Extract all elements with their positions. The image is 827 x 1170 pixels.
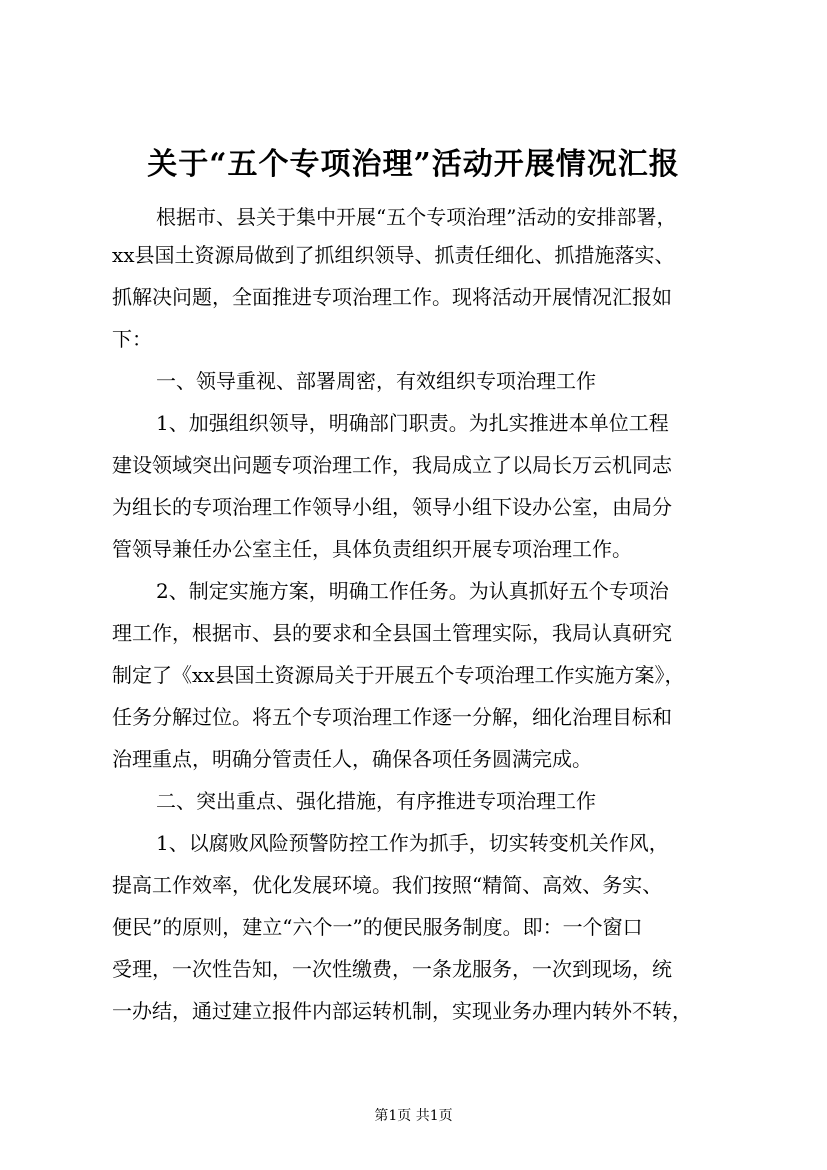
paragraph-line: 理工作，根据市、县的要求和全县国土管理实际，我局认真研究 xyxy=(112,621,672,645)
paragraph-line: 抓解决问题，全面推进专项治理工作。现将活动开展情况汇报如 xyxy=(112,285,672,309)
paragraph-line: 为组长的专项治理工作领导小组，领导小组下设办公室，由局分 xyxy=(112,495,672,519)
paragraph-line: 1、加强组织领导，明确部门职责。为扎实推进本单位工程 xyxy=(156,411,669,435)
paragraph-line: 制定了《xx县国土资源局关于开展五个专项治理工作实施方案》， xyxy=(112,663,685,687)
paragraph-line: 2、制定实施方案，明确工作任务。为认真抓好五个专项治 xyxy=(156,579,669,603)
paragraph-line: 一办结，通过建立报件内部运转机制，实现业务办理内转外不转， xyxy=(112,999,692,1023)
page-footer: 第1页 共1页 xyxy=(374,1108,453,1124)
paragraph-line: xx县国土资源局做到了抓组织领导、抓责任细化、抓措施落实、 xyxy=(112,243,675,267)
paragraph-line: 管领导兼任办公室主任，具体负责组织开展专项治理工作。 xyxy=(112,537,632,561)
paragraph-line: 任务分解过位。将五个专项治理工作逐一分解，细化治理目标和 xyxy=(112,705,672,729)
paragraph-line: 1、以腐败风险预警防控工作为抓手，切实转变机关作风， xyxy=(156,831,669,855)
document-title: 关于“五个专项治理”活动开展情况汇报 xyxy=(147,147,680,182)
paragraph-line: 提高工作效率，优化发展环境。我们按照“精简、高效、务实、 xyxy=(112,873,663,897)
paragraph-line: 下： xyxy=(112,327,152,351)
paragraph-line: 受理，一次性告知，一次性缴费，一条龙服务，一次到现场，统 xyxy=(112,957,672,981)
paragraph-line: 根据市、县关于集中开展“五个专项治理”活动的安排部署， xyxy=(156,205,677,229)
section-heading: 二、突出重点、强化措施，有序推进专项治理工作 xyxy=(156,789,596,813)
paragraph-line: 便民”的原则，建立“六个一”的便民服务制度。即：一个窗口 xyxy=(112,915,643,939)
paragraph-line: 建设领域突出问题专项治理工作，我局成立了以局长万云机同志 xyxy=(112,453,672,477)
section-heading: 一、领导重视、部署周密，有效组织专项治理工作 xyxy=(156,369,596,393)
paragraph-line: 治理重点，明确分管责任人，确保各项任务圆满完成。 xyxy=(112,747,592,771)
